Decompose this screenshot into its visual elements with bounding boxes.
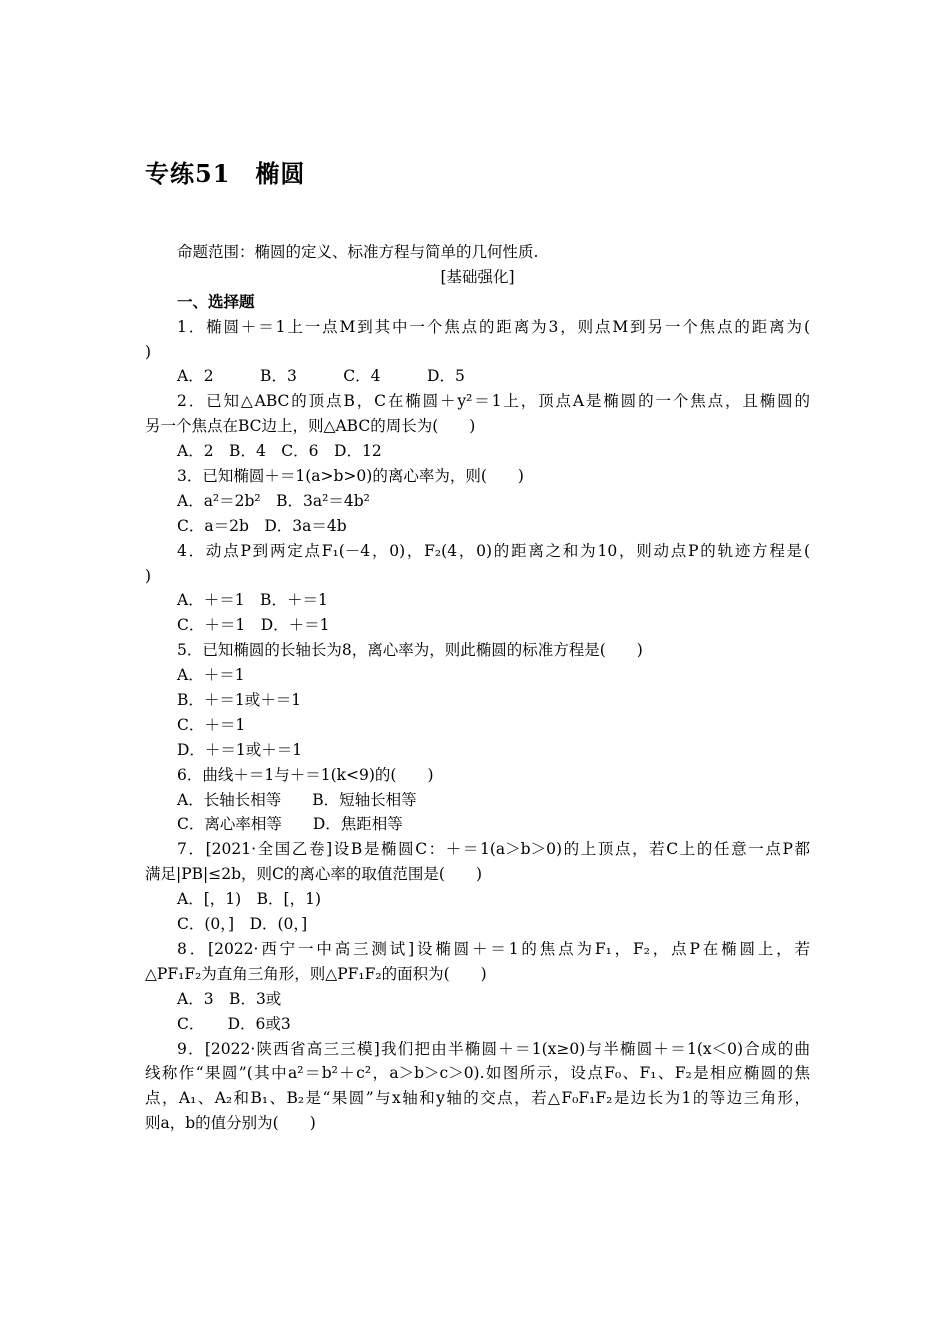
question-line: A．a²＝2b² B．3a²＝4b² xyxy=(177,491,370,510)
question-line: B．＋＝1或＋＝1 xyxy=(177,691,302,710)
question-list xyxy=(145,315,810,1136)
scope-line: 命题范围：椭圆的定义、标准方程与简单的几何性质. xyxy=(177,243,539,261)
question-line: A．2 B．4 C．6 D．12 xyxy=(177,442,382,461)
question-line: 8．[2022·西宁一中高三测试]设椭圆＋＝1的焦点为F₁，F₂，点P在椭圆上，若 xyxy=(177,939,810,958)
document-body xyxy=(145,240,810,1136)
question-line: 线称作“果圆”(其中a²＝b²＋c²，a＞b＞c＞0).如图所示，设点F₀、F₁、F₂是相应椭圆的焦 xyxy=(145,1064,810,1083)
question-line: 2．已知△ABC的顶点B，C在椭圆＋y²＝1上，顶点A是椭圆的一个焦点，且椭圆的 xyxy=(177,392,810,411)
question-line: C．a＝2b D．3a＝4b xyxy=(177,516,347,535)
question-line: 满足|PB|≤2b，则C的离心率的取值范围是( ) xyxy=(145,865,482,884)
question-line: C． D．6或3 xyxy=(177,1014,291,1033)
page-title: 专练51 椭圆 xyxy=(145,159,306,188)
question-line: 3．已知椭圆＋＝1(a>b>0)的离心率为，则( ) xyxy=(177,467,524,486)
question-line: 1．椭圆＋＝1上一点M到其中一个焦点的距离为3，则点M到另一个焦点的距离为( xyxy=(177,317,810,336)
section-heading: 一、选择题 xyxy=(177,291,255,311)
question-line: 5．已知椭圆的长轴长为8，离心率为，则此椭圆的标准方程是( ) xyxy=(177,641,643,660)
question-line: 9．[2022·陕西省高三三模]我们把由半椭圆＋＝1(x≥0)与半椭圆＋＝1(x＜0)合成的曲 xyxy=(177,1039,810,1058)
question-line: △PF₁F₂为直角三角形，则△PF₁F₂的面积为( ) xyxy=(145,964,487,983)
question-line: 点，A₁、A₂和B₁、B₂是“果圆”与x轴和y轴的交点，若△F₀F₁F₂是边长为1的等边三角形， xyxy=(145,1089,810,1108)
question-line: A．长轴长相等 B．短轴长相等 xyxy=(177,790,417,809)
question-line: A．[，1) B．[，1) xyxy=(177,890,321,909)
question-line: 则a，b的值分别为( ) xyxy=(145,1114,316,1133)
question-line: 另一个焦点在BC边上，则△ABC的周长为( ) xyxy=(145,417,476,436)
question-line: 6．曲线＋＝1与＋＝1(k<9)的( ) xyxy=(177,765,434,784)
question-line: 7．[2021·全国乙卷]设B是椭圆C：＋＝1(a＞b＞0)的上顶点，若C上的任意一点P都 xyxy=(177,840,810,859)
section-tag: [基础强化] xyxy=(440,267,515,286)
question-line: A．＋＝1 B．＋＝1 xyxy=(177,591,328,610)
question-line: ) xyxy=(145,342,152,361)
question-line: 4．动点P到两定点F₁(－4，0)，F₂(4，0)的距离之和为10，则动点P的轨迹方程是( xyxy=(177,541,810,560)
question-line: A．3 B．3或 xyxy=(177,989,282,1008)
question-line: A．＋＝1 xyxy=(177,666,245,685)
question-line: D．＋＝1或＋＝1 xyxy=(177,740,303,759)
question-line: C．＋＝1 xyxy=(177,715,246,734)
question-line: C．＋＝1 D．＋＝1 xyxy=(177,616,330,635)
question-line: ) xyxy=(145,566,152,585)
question-line: A．2 B．3 C．4 D．5 xyxy=(177,367,465,386)
question-line: C．离心率相等 D．焦距相等 xyxy=(177,815,403,834)
question-line: C．(0，] D．(0，] xyxy=(177,915,308,934)
